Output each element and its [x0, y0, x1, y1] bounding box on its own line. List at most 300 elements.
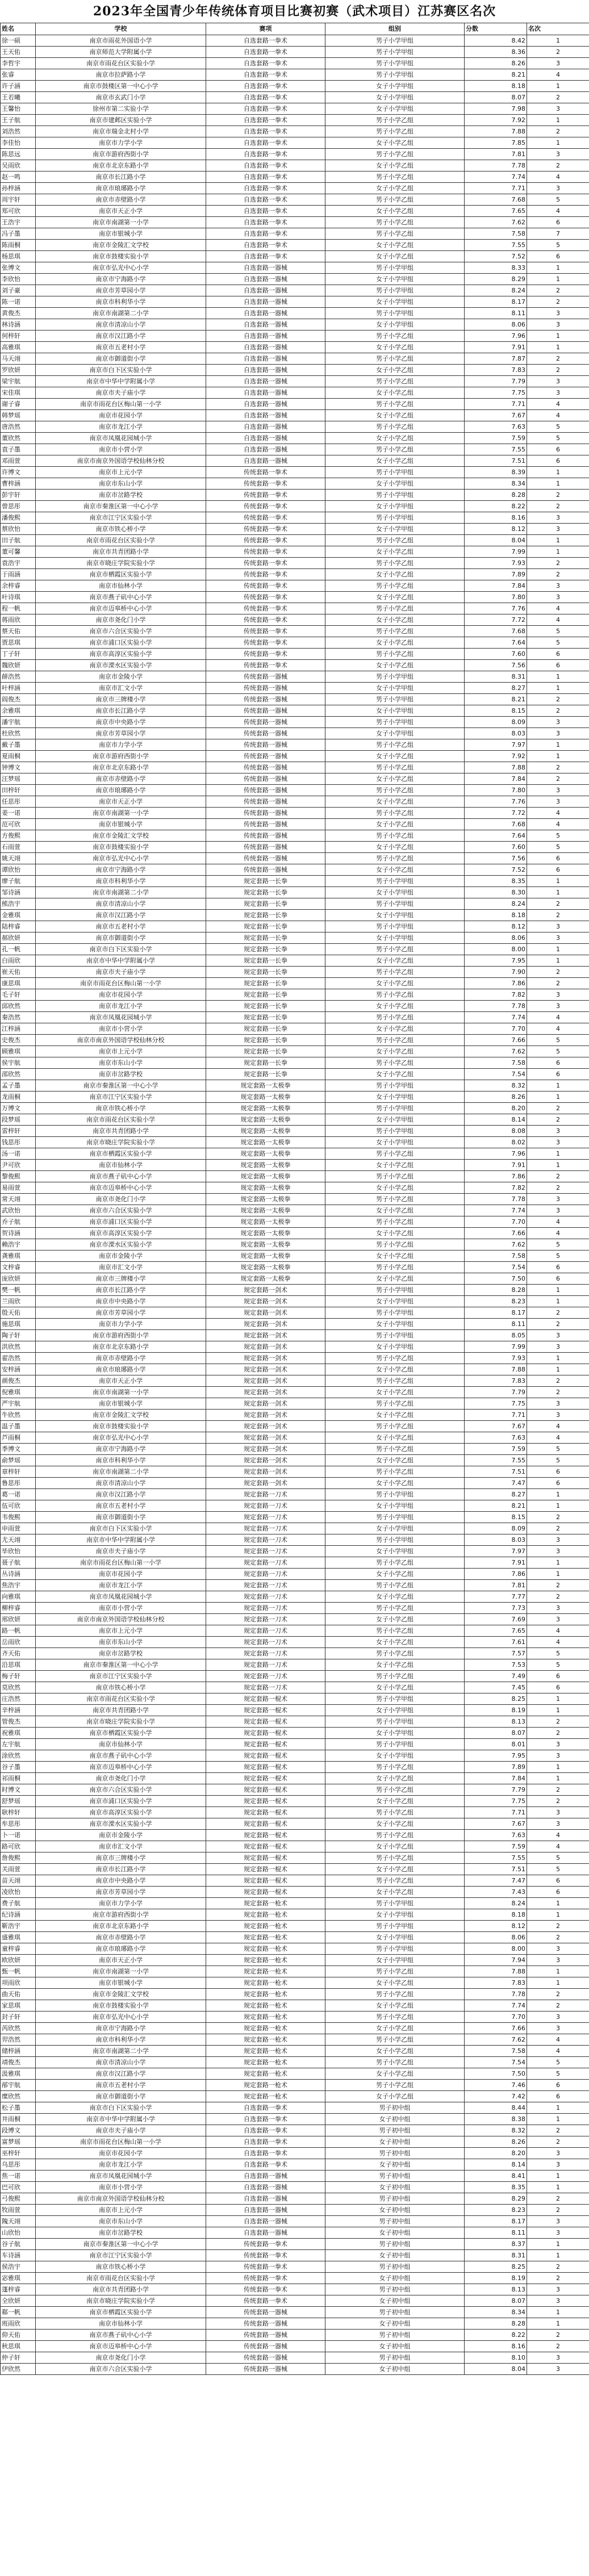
cell-score: 8.16	[465, 2341, 527, 2352]
cell-event: 规定套路一刀术	[206, 1659, 325, 1671]
cell-name: 王子航	[1, 115, 36, 126]
table-row	[1, 1659, 589, 1671]
cell-event: 规定套路一太极拳	[206, 1216, 325, 1228]
cell-school: 南京市中华中学附属小学	[36, 2114, 206, 2125]
table-row	[1, 421, 589, 433]
cell-event: 传统套路一拳术	[206, 637, 325, 649]
cell-group: 女子初中组	[325, 2205, 465, 2216]
cell-school: 南京市小营小学	[36, 1603, 206, 1614]
cell-rank: 6	[527, 455, 589, 467]
cell-rank: 1	[527, 1977, 589, 1989]
cell-rank: 2	[527, 92, 589, 103]
cell-rank: 1	[527, 2318, 589, 2330]
cell-event: 规定套路一刀术	[206, 1512, 325, 1523]
header-group: 组别	[325, 23, 465, 35]
cell-name: 韩梦瑶	[1, 410, 36, 421]
cell-score: 7.86	[465, 1171, 527, 1182]
cell-score: 7.82	[465, 989, 527, 1001]
table-row	[1, 1648, 589, 1659]
cell-rank: 1	[527, 671, 589, 683]
cell-name: 季博文	[1, 1444, 36, 1455]
cell-name: 童梓睿	[1, 1943, 36, 1955]
cell-rank: 4	[527, 69, 589, 81]
table-row	[1, 2114, 589, 2125]
cell-event: 规定套路一枪术	[206, 2023, 325, 2034]
cell-school: 南京市雨花台区实验小学	[36, 1693, 206, 1705]
cell-rank: 3	[527, 1137, 589, 1148]
cell-name: 严宇航	[1, 1398, 36, 1410]
cell-name: 向雅琪	[1, 1591, 36, 1603]
cell-name: 康思琪	[1, 978, 36, 989]
cell-name: 常天翊	[1, 1194, 36, 1205]
cell-group: 男子小学乙组	[325, 649, 465, 660]
cell-school: 南京市小营小学	[36, 1023, 206, 1035]
cell-rank: 3	[527, 58, 589, 69]
cell-score: 7.52	[465, 864, 527, 876]
cell-school: 南京市白下区实验小学	[36, 2102, 206, 2114]
cell-rank: 5	[527, 830, 589, 842]
cell-group: 男子小学乙组	[325, 808, 465, 819]
cell-event: 规定套路一棍术	[206, 1830, 325, 1841]
table-row	[1, 1750, 589, 1762]
cell-score: 7.92	[465, 115, 527, 126]
cell-rank: 2	[527, 1182, 589, 1194]
cell-score: 7.58	[465, 2046, 527, 2057]
cell-score: 8.26	[465, 58, 527, 69]
cell-name: 靳浩宇	[1, 1921, 36, 1932]
cell-school: 南京市清凉山小学	[36, 898, 206, 910]
cell-event: 规定套路一剑术	[206, 1466, 325, 1478]
cell-name: 丁子轩	[1, 649, 36, 660]
cell-name: 杜欣然	[1, 728, 36, 739]
cell-event: 自选套路一拳术	[206, 217, 325, 228]
table-row	[1, 2102, 589, 2114]
cell-name: 许子涵	[1, 81, 36, 92]
table-row	[1, 830, 589, 842]
cell-score: 7.72	[465, 614, 527, 626]
cell-name: 龙雨桐	[1, 1092, 36, 1103]
cell-group: 男子小学乙组	[325, 1466, 465, 1478]
cell-rank: 2	[527, 1784, 589, 1796]
cell-group: 男子初中组	[325, 2171, 465, 2182]
cell-school: 南京市铁心桥小学	[36, 2261, 206, 2273]
cell-group: 女子初中组	[325, 2364, 465, 2375]
cell-name: 谷子墨	[1, 1762, 36, 1773]
table-row	[1, 808, 589, 819]
cell-score: 7.81	[465, 1580, 527, 1591]
cell-name: 孔一帆	[1, 944, 36, 955]
cell-school: 南京市力学小学	[36, 1898, 206, 1909]
cell-name: 杨思琪	[1, 251, 36, 262]
cell-school: 南京市力学小学	[36, 137, 206, 149]
cell-rank: 1	[527, 876, 589, 887]
cell-score: 7.63	[465, 1830, 527, 1841]
cell-name: 蓬梓睿	[1, 2284, 36, 2295]
cell-name: 谢子睿	[1, 399, 36, 410]
cell-school: 南京市共青团路小学	[36, 2284, 206, 2295]
table-row	[1, 160, 589, 172]
table-row	[1, 1762, 589, 1773]
cell-rank: 1	[527, 751, 589, 762]
cell-school: 南京市银城小学	[36, 228, 206, 240]
cell-school: 南京市雨花台区实验小学	[36, 58, 206, 69]
cell-event: 自选套路一器械	[206, 421, 325, 433]
cell-school: 南京市夫子庙小学	[36, 2125, 206, 2136]
cell-school: 南京市岔路学校	[36, 490, 206, 501]
table-row	[1, 1728, 589, 1739]
cell-group: 男子小学甲组	[325, 1103, 465, 1114]
cell-score: 7.76	[465, 603, 527, 614]
cell-school: 南京市花园小学	[36, 2148, 206, 2159]
cell-name: 汤一诺	[1, 1148, 36, 1160]
cell-event: 传统套路一器械	[206, 785, 325, 796]
table-row	[1, 683, 589, 694]
cell-group: 男子小学乙组	[325, 2080, 465, 2091]
table-row	[1, 921, 589, 932]
page-title: 2023年全国青少年传统体育项目比赛初赛（武术项目）江苏赛区名次	[93, 4, 496, 19]
cell-school: 南京市岔路学校	[36, 2227, 206, 2239]
table-row	[1, 1364, 589, 1375]
cell-group: 男子小学甲组	[325, 35, 465, 47]
cell-name: 尤天翊	[1, 1534, 36, 1546]
cell-event: 传统套路一器械	[206, 705, 325, 717]
cell-event: 规定套路一太极拳	[206, 1273, 325, 1285]
cell-school: 南京市燕子矶中心小学	[36, 592, 206, 603]
cell-group: 男子小学甲组	[325, 1739, 465, 1750]
cell-rank: 1	[527, 1966, 589, 1977]
cell-score: 7.64	[465, 637, 527, 649]
cell-rank: 4	[527, 1830, 589, 1841]
cell-group: 女子小学乙组	[325, 2068, 465, 2080]
cell-school: 南京市秦淮区第一中心小学	[36, 1080, 206, 1092]
cell-group: 男子初中组	[325, 2330, 465, 2341]
table-row	[1, 1023, 589, 1035]
cell-score: 7.80	[465, 592, 527, 603]
cell-school: 南京市琅琊路小学	[36, 183, 206, 194]
cell-name: 糜欣然	[1, 2091, 36, 2102]
table-row	[1, 126, 589, 137]
cell-group: 男子小学乙组	[325, 194, 465, 206]
cell-event: 规定套路一太极拳	[206, 1114, 325, 1126]
cell-rank: 3	[527, 1750, 589, 1762]
cell-group: 女子小学乙组	[325, 2091, 465, 2102]
cell-event: 传统套路一器械	[206, 2341, 325, 2352]
cell-event: 传统套路一器械	[206, 762, 325, 773]
cell-school: 南京市上元小学	[36, 1046, 206, 1057]
table-row	[1, 467, 589, 478]
cell-score: 8.39	[465, 467, 527, 478]
cell-school: 南京市共青团路小学	[36, 1126, 206, 1137]
cell-group: 女子小学乙组	[325, 365, 465, 376]
cell-score: 7.78	[465, 1194, 527, 1205]
cell-event: 自选套路一拳术	[206, 2148, 325, 2159]
cell-group: 女子小学甲组	[325, 683, 465, 694]
cell-event: 传统套路一器械	[206, 683, 325, 694]
cell-school: 南京市弘光中心小学	[36, 2012, 206, 2023]
cell-group: 男子小学乙组	[325, 1648, 465, 1659]
cell-school: 南京市凤凰花园城小学	[36, 1012, 206, 1023]
cell-group: 女子小学乙组	[325, 387, 465, 399]
cell-school: 南京市科利华小学	[36, 876, 206, 887]
cell-rank: 4	[527, 206, 589, 217]
cell-name: 侯浩宇	[1, 2261, 36, 2273]
cell-event: 规定套路一刀术	[206, 1671, 325, 1682]
cell-score: 8.22	[465, 501, 527, 512]
cell-name: 兰雨欣	[1, 1296, 36, 1307]
table-row	[1, 580, 589, 592]
cell-name: 余梓睿	[1, 580, 36, 592]
table-row	[1, 2125, 589, 2136]
table-row	[1, 910, 589, 921]
cell-score: 8.44	[465, 2102, 527, 2114]
table-row	[1, 1182, 589, 1194]
cell-group: 女子小学乙组	[325, 1841, 465, 1852]
table-row	[1, 1500, 589, 1512]
cell-group: 男子小学乙组	[325, 2012, 465, 2023]
cell-name: 岳雨欣	[1, 1637, 36, 1648]
table-row	[1, 592, 589, 603]
cell-name: 戴子墨	[1, 739, 36, 751]
cell-school: 南京市力学小学	[36, 1319, 206, 1330]
cell-rank: 3	[527, 512, 589, 524]
cell-name: 高雅琪	[1, 342, 36, 353]
cell-rank: 3	[527, 932, 589, 944]
cell-group: 女子小学甲组	[325, 910, 465, 921]
table-row	[1, 819, 589, 830]
cell-school: 南京市雨花台区梅山第一小学	[36, 978, 206, 989]
cell-score: 7.59	[465, 1444, 527, 1455]
table-row	[1, 2159, 589, 2171]
cell-name: 董欣然	[1, 433, 36, 444]
cell-name: 贺诗涵	[1, 1228, 36, 1239]
cell-rank: 3	[527, 1410, 589, 1421]
cell-name: 郗一帆	[1, 2307, 36, 2318]
header-event: 赛项	[206, 23, 325, 35]
cell-score: 7.83	[465, 365, 527, 376]
table-row	[1, 1864, 589, 1875]
cell-event: 规定套路一太极拳	[206, 1171, 325, 1182]
cell-name: 李佳怡	[1, 137, 36, 149]
cell-name: 曲天佑	[1, 1989, 36, 2000]
cell-group: 男子小学乙组	[325, 1148, 465, 1160]
cell-group: 男子小学乙组	[325, 1444, 465, 1455]
cell-school: 南京市浦口区实验小学	[36, 1216, 206, 1228]
cell-event: 传统套路一拳术	[206, 2284, 325, 2295]
cell-name: 庞欣妍	[1, 1273, 36, 1285]
cell-rank: 1	[527, 1296, 589, 1307]
cell-school: 南京市共青团路小学	[36, 546, 206, 558]
table-row	[1, 206, 589, 217]
cell-score: 7.95	[465, 955, 527, 967]
table-row	[1, 1637, 589, 1648]
cell-event: 规定套路一长拳	[206, 876, 325, 887]
cell-rank: 1	[527, 2250, 589, 2261]
cell-score: 7.60	[465, 649, 527, 660]
cell-score: 7.96	[465, 1148, 527, 1160]
cell-school: 南京市科利华小学	[36, 296, 206, 308]
cell-group: 女子小学甲组	[325, 1319, 465, 1330]
cell-rank: 1	[527, 478, 589, 490]
cell-school: 南京市赤壁路小学	[36, 773, 206, 785]
cell-school: 南京市花园小学	[36, 1569, 206, 1580]
cell-school: 南京市赤壁路小学	[36, 1353, 206, 1364]
cell-score: 7.67	[465, 410, 527, 421]
cell-name: 阎俊杰	[1, 694, 36, 705]
cell-group: 男子小学乙组	[325, 1580, 465, 1591]
cell-name: 彭宇轩	[1, 490, 36, 501]
cell-event: 自选套路一拳术	[206, 2159, 325, 2171]
cell-school: 南京市金陵汇文学校	[36, 240, 206, 251]
cell-score: 8.07	[465, 92, 527, 103]
cell-name: 松子墨	[1, 2102, 36, 2114]
cell-score: 8.12	[465, 524, 527, 535]
table-row	[1, 626, 589, 637]
cell-group: 男子小学甲组	[325, 1693, 465, 1705]
cell-school: 南京市御道街小学	[36, 1512, 206, 1523]
cell-school: 南京市六合区实验小学	[36, 1205, 206, 1216]
cell-school: 南京市银城小学	[36, 1977, 206, 1989]
cell-name: 申雨萱	[1, 1523, 36, 1534]
cell-group: 男子小学甲组	[325, 1307, 465, 1319]
cell-group: 男子小学乙组	[325, 444, 465, 455]
cell-rank: 6	[527, 1478, 589, 1489]
cell-rank: 1	[527, 739, 589, 751]
cell-event: 自选套路一器械	[206, 365, 325, 376]
cell-group: 女子初中组	[325, 2273, 465, 2284]
cell-score: 8.23	[465, 1296, 527, 1307]
cell-event: 规定套路一太极拳	[206, 1239, 325, 1251]
cell-group: 女子小学乙组	[325, 1069, 465, 1080]
table-row	[1, 989, 589, 1001]
cell-group: 男子小学甲组	[325, 1534, 465, 1546]
cell-score: 7.57	[465, 1648, 527, 1659]
cell-name: 曹梓涵	[1, 478, 36, 490]
cell-score: 8.24	[465, 285, 527, 296]
cell-rank: 4	[527, 603, 589, 614]
cell-school: 南京市宁海路小学	[36, 274, 206, 285]
cell-score: 8.30	[465, 887, 527, 898]
table-row	[1, 1523, 589, 1534]
cell-name: 邓雨萱	[1, 455, 36, 467]
table-row	[1, 115, 589, 126]
cell-group: 男子小学乙组	[325, 1807, 465, 1818]
cell-rank: 4	[527, 1637, 589, 1648]
cell-group: 女子小学乙组	[325, 433, 465, 444]
table-row	[1, 444, 589, 455]
cell-group: 男子小学甲组	[325, 876, 465, 887]
table-row	[1, 365, 589, 376]
cell-event: 传统套路一器械	[206, 864, 325, 876]
cell-name: 董可馨	[1, 546, 36, 558]
table-row	[1, 762, 589, 773]
cell-group: 女子小学乙组	[325, 1478, 465, 1489]
cell-score: 8.19	[465, 2273, 527, 2284]
cell-name: 段博文	[1, 2125, 36, 2136]
cell-group: 女子小学甲组	[325, 296, 465, 308]
cell-name: 文梓睿	[1, 1262, 36, 1273]
cell-group: 男子小学乙组	[325, 762, 465, 773]
cell-score: 7.66	[465, 1228, 527, 1239]
cell-school: 南京市建邺区实验小学	[36, 115, 206, 126]
cell-event: 传统套路一拳术	[206, 512, 325, 524]
table-row	[1, 1966, 589, 1977]
cell-score: 7.83	[465, 1977, 527, 1989]
cell-group: 女子小学乙组	[325, 864, 465, 876]
cell-group: 男子小学乙组	[325, 1784, 465, 1796]
cell-score: 8.26	[465, 2136, 527, 2148]
cell-score: 8.32	[465, 1080, 527, 1092]
cell-name: 魏欣妍	[1, 660, 36, 671]
cell-score: 8.42	[465, 35, 527, 47]
cell-group: 男子小学乙组	[325, 331, 465, 342]
cell-event: 传统套路一拳术	[206, 603, 325, 614]
table-row	[1, 1001, 589, 1012]
cell-group: 男子小学乙组	[325, 1625, 465, 1637]
cell-rank: 2	[527, 47, 589, 58]
cell-event: 传统套路一拳术	[206, 558, 325, 569]
cell-score: 8.29	[465, 2193, 527, 2205]
cell-rank: 4	[527, 1012, 589, 1023]
cell-score: 8.24	[465, 898, 527, 910]
cell-group: 男子小学乙组	[325, 967, 465, 978]
cell-event: 传统套路一拳术	[206, 501, 325, 512]
cell-school: 南京市南湖第一小学	[36, 808, 206, 819]
cell-group: 男子小学乙组	[325, 1353, 465, 1364]
cell-event: 规定套路一枪术	[206, 2034, 325, 2046]
table-row	[1, 864, 589, 876]
cell-rank: 2	[527, 2000, 589, 2012]
cell-group: 女子小学甲组	[325, 705, 465, 717]
cell-name: 靖俊杰	[1, 2057, 36, 2068]
cell-score: 8.21	[465, 1500, 527, 1512]
cell-rank: 5	[527, 433, 589, 444]
cell-school: 南京市迈皋桥中心小学	[36, 603, 206, 614]
cell-rank: 2	[527, 1591, 589, 1603]
cell-group: 男子小学甲组	[325, 1921, 465, 1932]
cell-school: 南京市六合区实验小学	[36, 2364, 206, 2375]
table-row	[1, 2318, 589, 2330]
cell-school: 南京市上元小学	[36, 1625, 206, 1637]
cell-school: 南京市天正小学	[36, 206, 206, 217]
table-row	[1, 717, 589, 728]
cell-rank: 1	[527, 35, 589, 47]
cell-event: 自选套路一器械	[206, 319, 325, 331]
cell-score: 8.18	[465, 1909, 527, 1921]
cell-score: 7.75	[465, 1796, 527, 1807]
cell-rank: 1	[527, 1557, 589, 1569]
table-row	[1, 217, 589, 228]
cell-group: 男子小学乙组	[325, 580, 465, 592]
table-row	[1, 2148, 589, 2159]
cell-event: 规定套路一太极拳	[206, 1182, 325, 1194]
cell-school: 南京市东山小学	[36, 1637, 206, 1648]
cell-school: 南京市南湖第一小学	[36, 217, 206, 228]
cell-school: 南京市南京外国语学校仙林分校	[36, 455, 206, 467]
cell-school: 南京市铁心桥小学	[36, 1103, 206, 1114]
cell-rank: 5	[527, 1239, 589, 1251]
table-row	[1, 1943, 589, 1955]
cell-rank: 5	[527, 842, 589, 853]
cell-name: 万博文	[1, 1103, 36, 1114]
cell-name: 钟博文	[1, 762, 36, 773]
cell-rank: 3	[527, 2216, 589, 2227]
cell-score: 7.91	[465, 342, 527, 353]
cell-group: 男子小学乙组	[325, 2057, 465, 2068]
cell-group: 女子小学乙组	[325, 1818, 465, 1830]
cell-event: 规定套路一刀术	[206, 1637, 325, 1648]
cell-rank: 4	[527, 410, 589, 421]
cell-event: 自选套路一器械	[206, 2216, 325, 2227]
